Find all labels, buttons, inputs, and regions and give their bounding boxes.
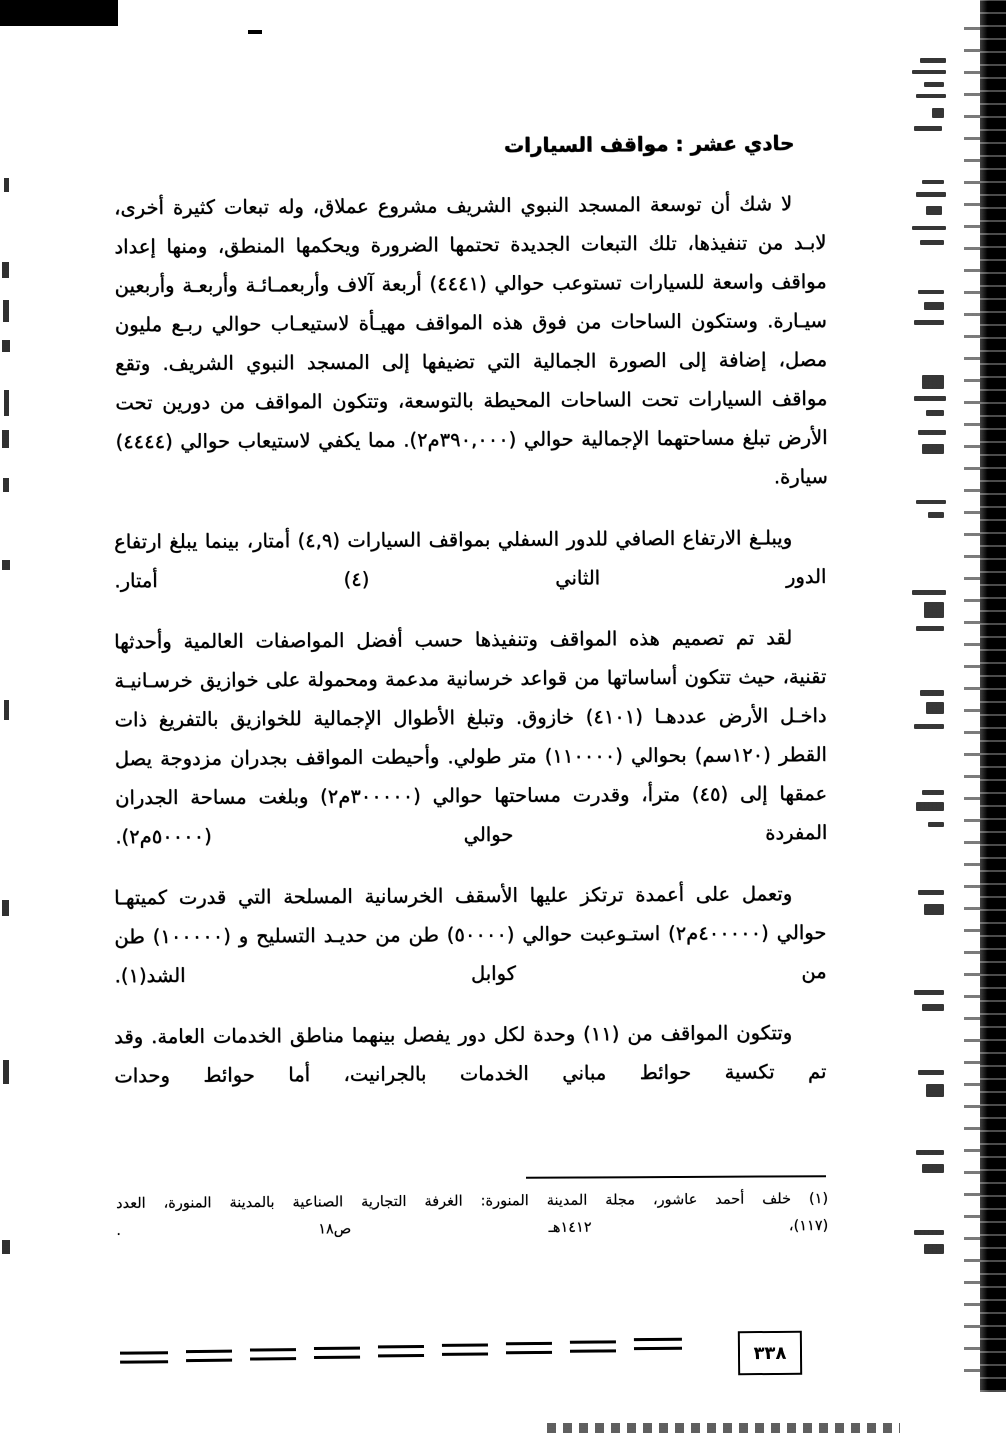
section-heading: حادي عشر : مواقف السيارات bbox=[503, 130, 795, 158]
paragraph: وتتكون المواقف من (١١) وحدة لكل دور يفصل بينهما مناطق الخدمات العامة. وقد تم تكسية حوائط مباني الخدمات بالجرانيت، أما حوائط وحدات bbox=[114, 1021, 827, 1088]
footnote bbox=[116, 1186, 828, 1245]
page-number: ٣٣٨ bbox=[738, 1331, 802, 1376]
body-text-column bbox=[114, 184, 826, 1113]
paragraph: لا شك أن توسعة المسجد النبوي الشريف مشروع عملاق، وله تبعات كثيرة أخرى، لابـد من تنفيذها، تلك التبعات الجديدة تحتمها الضرورة ويحكمها المنطق، ومنها إعداد مواقف واسعة للسيارات تستوعب حوالي (٤٤٤١) أربعة آلاف وأربعمـائـة وأربعـة وأربعين سيـارة. وستكون الساحات من فوق هذه المواقف مهيـأة لاستيعـاب حوالي ربـع مليون مصل، إضافة إلى الصورة الجمالية التي تضيفها إلى المسجد النبوي الشريف. وتقع مواقف السيارات تحت الساحات المحيطة بالتوسعة، وتتكون المواقف من دورين تحت الأرض تبلغ مساحتهما الإجمالية حوالي (٣٩٠,٠٠٠م٢). مما يكفي لاستيعاب حوالي (٤٤٤٤) سيارة. bbox=[114, 192, 828, 489]
ornament-dash bbox=[442, 1343, 488, 1346]
ornament-dash bbox=[186, 1350, 232, 1353]
ornament-dash bbox=[314, 1347, 360, 1350]
footnote-line-2: (١١٧)، ١٤١٢هـ ص١٨ . bbox=[116, 1217, 829, 1239]
ornament-dash bbox=[570, 1340, 616, 1343]
paragraph: ويبلـغ الارتفاع الصافي للدور السفلي بمواقف السيارات (٤,٩) أمتار، بينما يبلغ ارتفاع الدور الثاني (٤) أمتار. bbox=[114, 526, 827, 593]
paragraph: لقد تم تصميم هذه المواقف وتنفيذها حسب أفضل المواصفات العالمية وأحدثها تقنية، حيث تتكون أساساتها من قواعد خرسانية مدعمة ومحمولة على خوازيق خرسـانيـة داخـل الأرض عددهـا (٤١٠١) خازوق. وتبلغ الأطوال الإجمالية للخوازيق بالتفريغ ذات القطر (١٢٠سم) بحوالي (١١٠٠٠٠) متر طولي. وأحيطت المواقف بجدران مزدوجة يصل عمقها إلى (٤٥) مترأ، وقدرت مساحتها حوالي (٣٠٠٠٠٠م٢) وبلغت مساحة الجدران المفردة حوالي (٥٠٠٠٠م٢). bbox=[114, 626, 828, 849]
footnote-line-1: (١) خلف أحمد عاشور، مجلة المدينة المنورة: الغرفة التجارية الصناعية بالمدينة المنورة، العدد bbox=[116, 1190, 829, 1212]
ornament-dash bbox=[378, 1345, 424, 1348]
footnote-separator-rule bbox=[526, 1175, 826, 1179]
paragraph: وتعمل على أعمدة ترتكز عليها الأسقف الخرسانية المسلحة التي قدرت كميتهـا حوالي (٤٠٠٠٠٠م٢) استـوعبت حوالي (٥٠٠٠٠) طن من حديـد التسليح و (١٠٠٠٠٠) طن من كوابل الشد(١). bbox=[114, 882, 827, 988]
ornament-dash bbox=[506, 1342, 552, 1345]
ornament-dash bbox=[120, 1351, 168, 1354]
ornament-dash bbox=[250, 1348, 296, 1351]
ornament-dash bbox=[634, 1338, 682, 1341]
